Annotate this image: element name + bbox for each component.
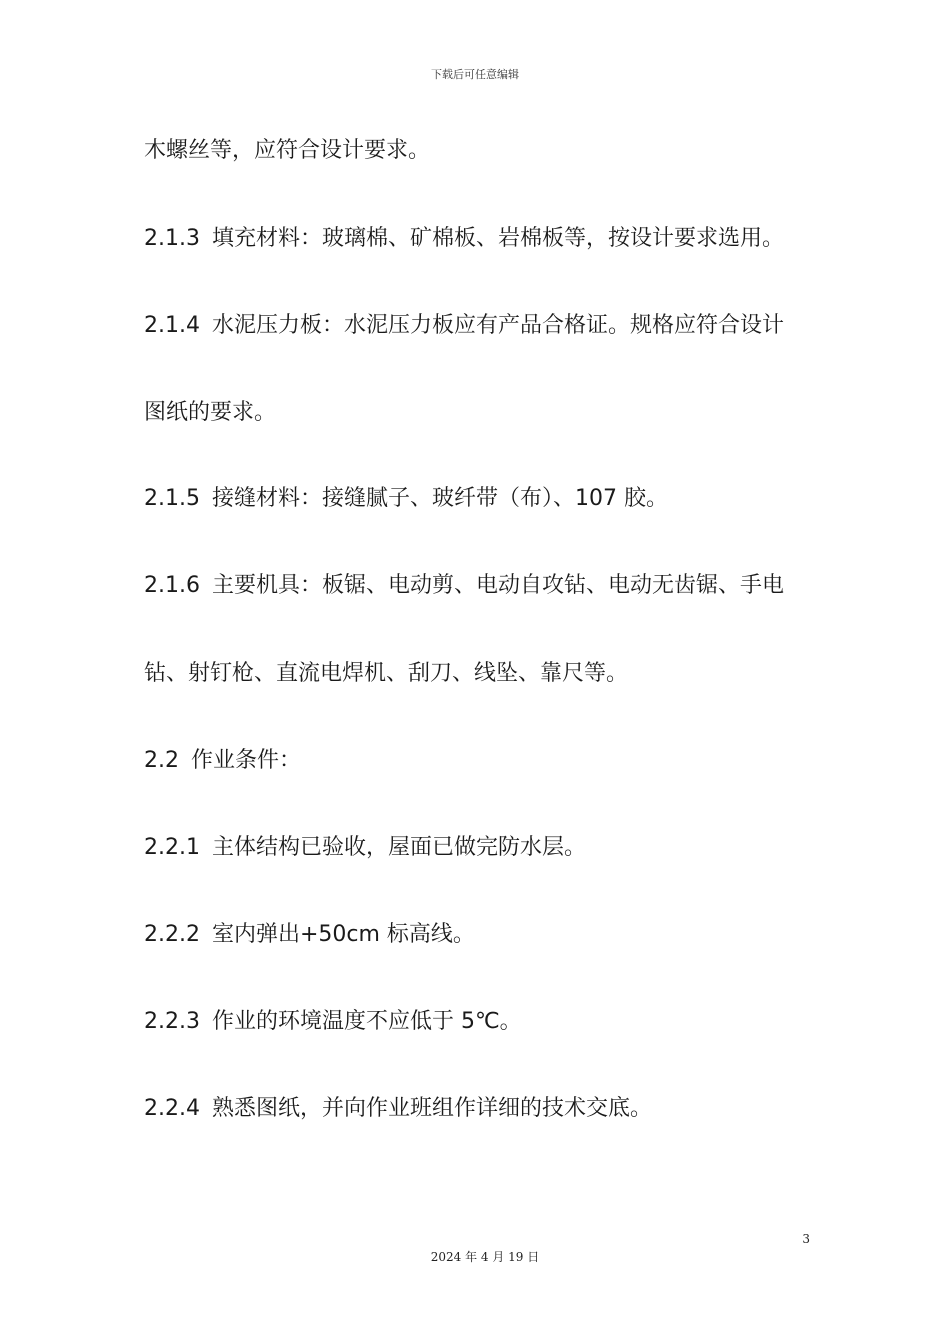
paragraph-line [144,136,824,166]
section-number: 2.1.5 [144,486,200,511]
paragraph-line [144,398,824,428]
paragraph-2-1-3 [144,224,824,254]
paragraph-2-2-1 [144,833,824,863]
paragraph-text: 钻、射钉枪、直流电焊机、刮刀、线坠、靠尺等。 [144,661,629,686]
paragraph-text: 木螺丝等，应符合设计要求。 [144,138,431,163]
section-number: 2.1.3 [144,226,200,251]
paragraph-2-1-6 [144,571,824,601]
paragraph-2-2-4 [144,1094,824,1124]
section-number: 2.2.4 [144,1096,200,1121]
paragraph-text: 填充材料：玻璃棉、矿棉板、岩棉板等，按设计要求选用。 [211,226,784,251]
paragraph-text: 主要机具：板锯、电动剪、电动自攻钻、电动无齿锯、手电 [211,573,784,598]
page-header: 下载后可任意编辑 [431,68,519,81]
paragraph-text: 作业条件： [191,748,302,773]
section-number: 2.2 [144,748,179,773]
paragraph-text: 接缝材料：接缝腻子、玻纤带（布）、107 胶。 [211,486,668,511]
section-number: 2.2.3 [144,1009,200,1034]
footer-date: 2024 年 4 月 19 日 [430,1250,540,1264]
paragraph-text: 图纸的要求。 [144,400,277,425]
paragraph-text: 作业的环境温度不应低于 5℃。 [211,1009,522,1034]
paragraph-text: 室内弹出+50cm 标高线。 [211,922,475,947]
section-number: 2.1.4 [144,313,200,338]
page-number: 3 [802,1232,810,1246]
paragraph-2-1-5 [144,484,824,514]
paragraph-text: 熟悉图纸，并向作业班组作详细的技术交底。 [211,1096,652,1121]
paragraph-2-2-3 [144,1007,824,1037]
section-number: 2.2.2 [144,922,200,947]
paragraph-text: 水泥压力板：水泥压力板应有产品合格证。规格应符合设计 [211,313,784,338]
paragraph-2-2 [144,746,824,776]
paragraph-text: 主体结构已验收，屋面已做完防水层。 [211,835,586,860]
section-number: 2.1.6 [144,573,200,598]
paragraph-2-2-2 [144,920,824,950]
paragraph-line [144,659,824,689]
section-number: 2.2.1 [144,835,200,860]
paragraph-2-1-4 [144,311,824,341]
